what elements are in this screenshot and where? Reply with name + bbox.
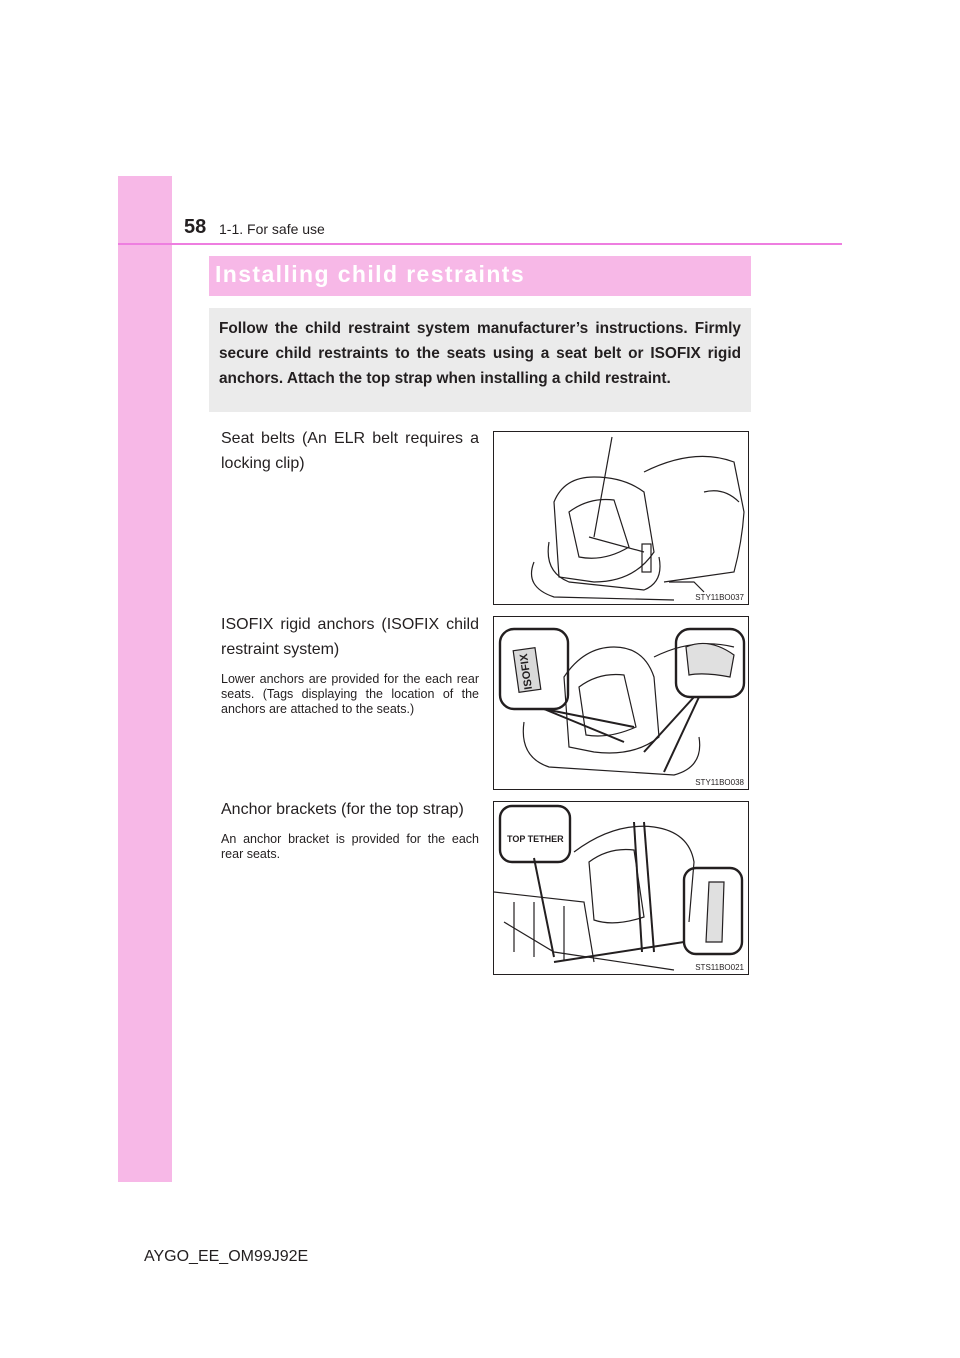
method-description: An anchor bracket is provided for the each rear seats.: [221, 832, 479, 861]
method-description: Lower anchors are provided for the each rear seats. (Tags displaying the location of the anchors are attached to the seats.): [221, 672, 479, 716]
child-seat-illustration: [494, 432, 748, 604]
intro-box: Follow the child restraint system manufacturer’s instructions. Firmly secure child restraints to the seats using a seat belt or ISOFIX rigid anchors. Attach the top strap when installing a child restraint.: [209, 308, 751, 412]
page-number: 58: [184, 216, 207, 238]
top-tether-label: TOP TETHER: [507, 834, 564, 844]
method-seat-belts: [221, 426, 479, 476]
method-isofix: [221, 612, 479, 717]
side-color-band: [118, 176, 172, 1182]
top-tether-illustration: [494, 802, 748, 974]
figure-code: STS11BO021: [695, 963, 744, 972]
figure-seat-belt-install: [493, 431, 749, 605]
method-title: Seat belts (An ELR belt requires a locking clip): [221, 430, 479, 472]
figure-isofix-install: [493, 616, 749, 790]
header-rule: [118, 243, 842, 245]
isofix-label: ISOFIX: [518, 652, 535, 691]
isofix-illustration: [494, 617, 748, 789]
section-name: 1-1. For safe use: [219, 221, 325, 237]
section-title-bar: [209, 256, 751, 296]
method-title: ISOFIX rigid anchors (ISOFIX child restraint system): [221, 616, 479, 658]
figure-code: STY11BO037: [695, 593, 744, 602]
method-anchor-brackets: [221, 797, 479, 862]
document-code: AYGO_EE_OM99J92E: [144, 1248, 309, 1265]
figure-code: STY11BO038: [695, 778, 744, 787]
method-title: Anchor brackets (for the top strap): [221, 801, 464, 818]
page-title: Installing child restraints: [215, 261, 526, 287]
figure-top-tether-install: [493, 801, 749, 975]
